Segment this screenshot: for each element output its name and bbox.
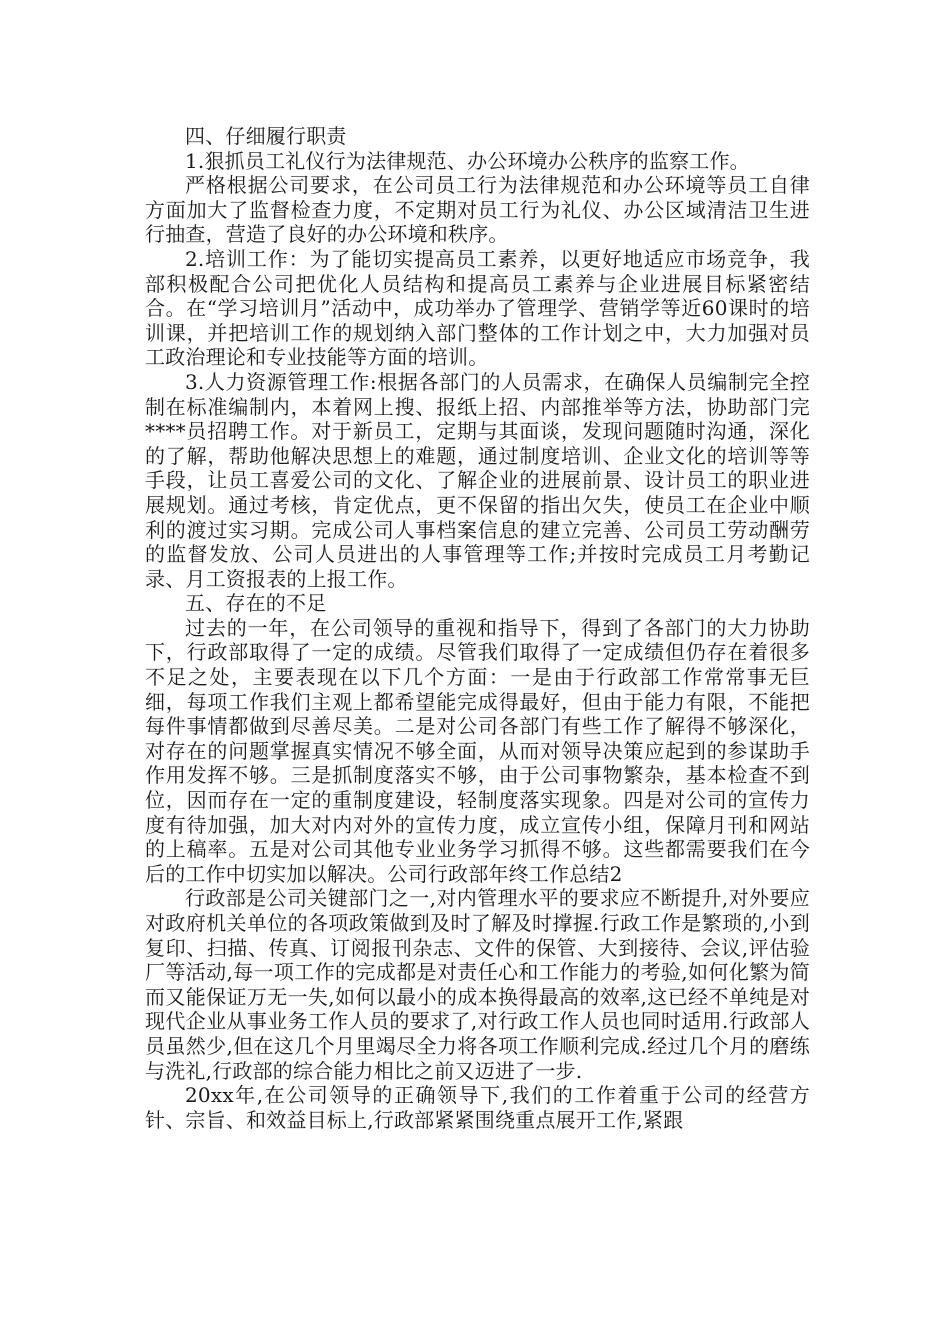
paragraph-past-year: 过去的一年，在公司领导的重视和指导下，得到了各部门的大力协助下，行政部取得了一定的成绩。尽管我们取得了一定成绩但仍存在着很多不足之处，主要表现在以下几个方面：一是由于行政部工作常常事无巨细，每项工作我们主观上都希望能完成得最好，但由于能力有限，不能把每件事情都做到尽善尽美。二是对公司各部门有些工作了解得不够深化，对存在的问题掌握真实情况不够全面，从而对领导决策应起到的参谋助手作用发挥不够。三是抓制度落实不够，由于公司事物繁杂，基本检查不到位，因而存在一定的重制度建设，轻制度落实现象。四是对公司的宣传力度有待加强，加大对内对外的宣传力度，成立宣传小组，保障月刊和网站的上稿率。五是对公司其他专业业务学习抓得不够。这些都需要我们在今后的工作中切实加以解决。公司行政部年终工作总结2 [145,615,810,886]
document-body [145,124,810,1132]
paragraph-strict-requirements: 严格根据公司要求，在公司员工行为法律规范和办公环境等员工自律方面加大了监督检查力度，不定期对员工行为礼仪、办公区域清洁卫生进行抽查，营造了良好的办公环境和秩序。 [145,173,810,247]
section-heading-duties: 四、仔细履行职责 [185,124,347,148]
section-heading-shortcomings: 五、存在的不足 [185,591,327,616]
paragraph-20xx-year: 20xx年,在公司领导的正确领导下,我们的工作着重于公司的经营方针、宗旨、和效益目标上,行政部紧紧围绕重点展开工作,紧跟 [145,1083,810,1132]
paragraph-admin-department: 行政部是公司关键部门之一,对内管理水平的要求应不断提升,对外要应对政府机关单位的各项政策做到及时了解及时撑握.行政工作是繁琐的,小到复印、扫描、传真、订阅报刊杂志、文件的保管、大到接待、会议,评估验厂等活动,每一项工作的完成都是对责任心和工作能力的考验,如何化繁为简而又能保证万无一失,如何以最小的成本换得最高的效率,这已经不单纯是对现代企业从事业务工作人员的要求了,对行政工作人员也同时适用.行政部人员虽然少,但在这几个月里竭尽全力将各项工作顺利完成.经过几个月的磨练与洗礼,行政部的综合能力相比之前又迈进了一步. [145,886,810,1083]
paragraph-hr-management: 3.人力资源管理工作:根据各部门的人员需求，在确保人员编制完全控制在标准编制内，本着网上搜、报纸上招、内部推举等方法，协助部门完****员招聘工作。对于新员工，定期与其面谈，发现问题随时沟通，深化的了解，帮助他解决思想上的难题，通过制度培训、企业文化的培训等等手段，让员工喜爱公司的文化、了解企业的进展前景、设计员工的职业进展规划。通过考核，肯定优点，更不保留的指出欠失，使员工在企业中顺利的渡过实习期。完成公司人事档案信息的建立完善、公司员工劳动酬劳的监督发放、公司人员进出的人事管理等工作;并按时完成员工月考勤记录、月工资报表的上报工作。 [145,369,810,591]
paragraph-conduct-supervision: 1.狠抓员工礼仪行为法律规范、办公环境办公秩序的监察工作。 [185,148,750,173]
paragraph-training-work: 2.培训工作：为了能切实提高员工素养，以更好地适应市场竞争，我部积极配合公司把优化人员结构和提高员工素养与企业进展目标紧密结合。在“学习培训月”活动中，成功举办了管理学、营销学等近60课时的培训课，并把培训工作的规划纳入部门整体的工作计划之中，大力加强对员工政治理论和专业技能等方面的培训。 [145,246,810,370]
